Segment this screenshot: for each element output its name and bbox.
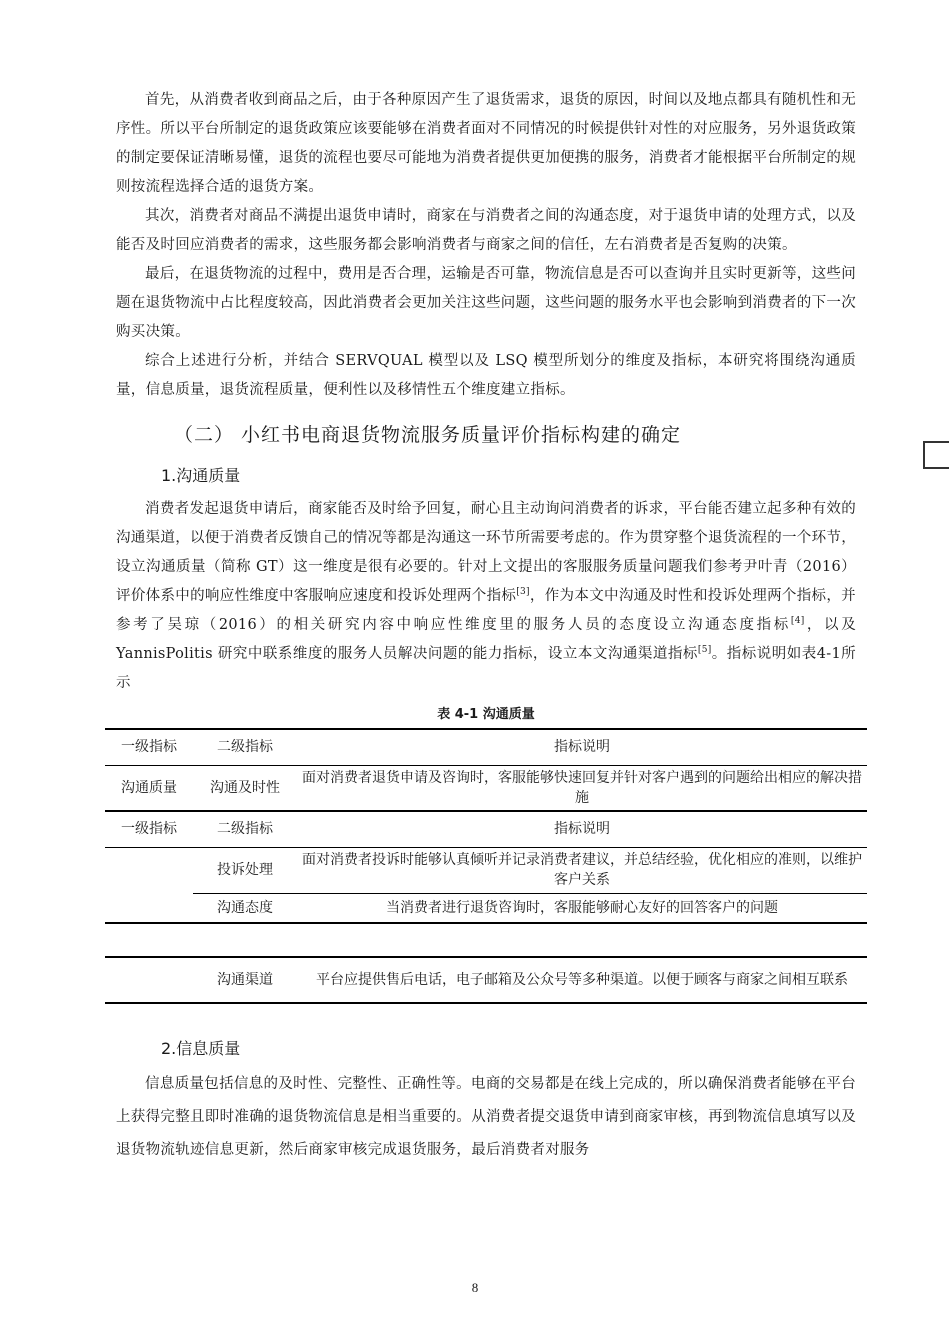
table-cell bbox=[105, 957, 193, 1003]
table-cell: 沟通渠道 bbox=[193, 957, 297, 1003]
table-row bbox=[105, 893, 867, 923]
citation: [5] bbox=[697, 645, 712, 656]
margin-marker bbox=[923, 441, 949, 469]
table-caption: 表 4-1 沟通质量 bbox=[437, 707, 535, 722]
table-row bbox=[105, 765, 867, 811]
paragraph-text: 消费者发起退货申请后，商家能否及时给予回复，耐心且主动询问消费者的诉求，平台能否建立起多种有效的沟通渠道，以便于消费者反馈自己的情况等都是沟通这一环节所需要考虑的。作为贯穿整个退货流程的一个环节，设立沟通质量（简称 GT）这一维度是很有必要的。针对上文提出的客服服务质量问题我们参考尹叶青（2016）评价体系中的响应性维度中客服响应速度和投诉处理两个指标 bbox=[116, 501, 856, 604]
table-header-row bbox=[105, 729, 867, 765]
subsection-heading: 1.沟通质量 bbox=[161, 466, 241, 485]
table-cell: 面对消费者投诉时能够认真倾听并记录消费者建议，并总结经验，优化相应的准则，以维护客户关系 bbox=[297, 847, 867, 893]
table-cell bbox=[105, 893, 193, 923]
table-header-cell: 二级指标 bbox=[193, 729, 297, 765]
table-header-cell: 一级指标 bbox=[105, 811, 193, 847]
paragraph bbox=[116, 495, 856, 698]
table-row bbox=[105, 957, 867, 1003]
indicator-table bbox=[105, 728, 867, 1004]
table-cell: 平台应提供售后电话，电子邮箱及公众号等多种渠道。以便于顾客与商家之间相互联系 bbox=[297, 957, 867, 1003]
table-spacer-cell bbox=[105, 923, 867, 957]
table-cell: 沟通及时性 bbox=[193, 765, 297, 811]
subsection-heading: 2.信息质量 bbox=[161, 1039, 241, 1058]
table-cell bbox=[105, 847, 193, 893]
table-cell: 当消费者进行退货咨询时，客服能够耐心友好的回答客户的问题 bbox=[297, 893, 867, 923]
page-number: 8 bbox=[471, 1280, 479, 1295]
table-header-cell: 指标说明 bbox=[297, 811, 867, 847]
table-spacer bbox=[105, 923, 867, 957]
paragraph: 其次，消费者对商品不满提出退货申请时，商家在与消费者之间的沟通态度，对于退货申请的处理方式，以及能否及时回应消费者的需求，这些服务都会影响消费者与商家之间的信任，左右消费者是否复购的决策。 bbox=[116, 208, 856, 253]
paragraph: 首先，从消费者收到商品之后，由于各种原因产生了退货需求，退货的原因，时间以及地点都具有随机性和无序性。所以平台所制定的退货政策应该要能够在消费者面对不同情况的时候提供针对性的对应服务，另外退货政策的制定要保证清晰易懂，退货的流程也要尽可能地为消费者提供更加便携的服务，消费者才能根据平台所制定的规则按流程选择合适的退货方案。 bbox=[116, 92, 856, 195]
table-cell: 投诉处理 bbox=[193, 847, 297, 893]
paragraph-text: ，以及 YannisPolitis 研究中联系维度的服务人员解决问题的能力指标，设立本文沟通渠道指标 bbox=[116, 617, 856, 662]
table-header-row bbox=[105, 811, 867, 847]
paragraph-text: 。指标说明如表4-1所示 bbox=[116, 646, 856, 691]
paragraph: 信息质量包括信息的及时性、完整性、正确性等。电商的交易都是在线上完成的，所以确保消费者能够在平台上获得完整且即时准确的退货物流信息是相当重要的。从消费者提交退货申请到商家审核，再到物流信息填写以及退货物流轨迹信息更新，然后商家审核完成退货服务，最后消费者对服务 bbox=[116, 1076, 856, 1158]
table-header-cell: 一级指标 bbox=[105, 729, 193, 765]
table-cell: 沟通态度 bbox=[193, 893, 297, 923]
table-cell: 沟通质量 bbox=[105, 765, 193, 811]
paragraph-text: ，作为本文中沟通及时性和投诉处理两个指标，并参考了吴琼（2016）的相关研究内容中响应性维度里的服务人员的态度设立沟通态度指标 bbox=[116, 588, 856, 633]
paragraph: 综合上述进行分析，并结合 SERVQUAL 模型以及 LSQ 模型所划分的维度及指标，本研究将围绕沟通质量，信息质量，退货流程质量，便利性以及移情性五个维度建立指标。 bbox=[116, 353, 856, 398]
paragraph: 最后，在退货物流的过程中，费用是否合理，运输是否可靠，物流信息是否可以查询并且实时更新等，这些问题在退货物流中占比程度较高，因此消费者会更加关注这些问题，这些问题的服务水平也会影响到消费者的下一次购买决策。 bbox=[116, 266, 856, 340]
table-cell: 面对消费者退货申请及咨询时，客服能够快速回复并针对客户遇到的问题给出相应的解决措施 bbox=[297, 765, 867, 811]
table-header-cell: 指标说明 bbox=[297, 729, 867, 765]
table-header-cell: 二级指标 bbox=[193, 811, 297, 847]
document-body bbox=[116, 86, 862, 1167]
table-row bbox=[105, 847, 867, 893]
citation: [3] bbox=[516, 587, 530, 598]
citation: [4] bbox=[790, 616, 805, 627]
section-heading: （二） 小红书电商退货物流服务质量评价指标构建的确定 bbox=[174, 424, 682, 446]
